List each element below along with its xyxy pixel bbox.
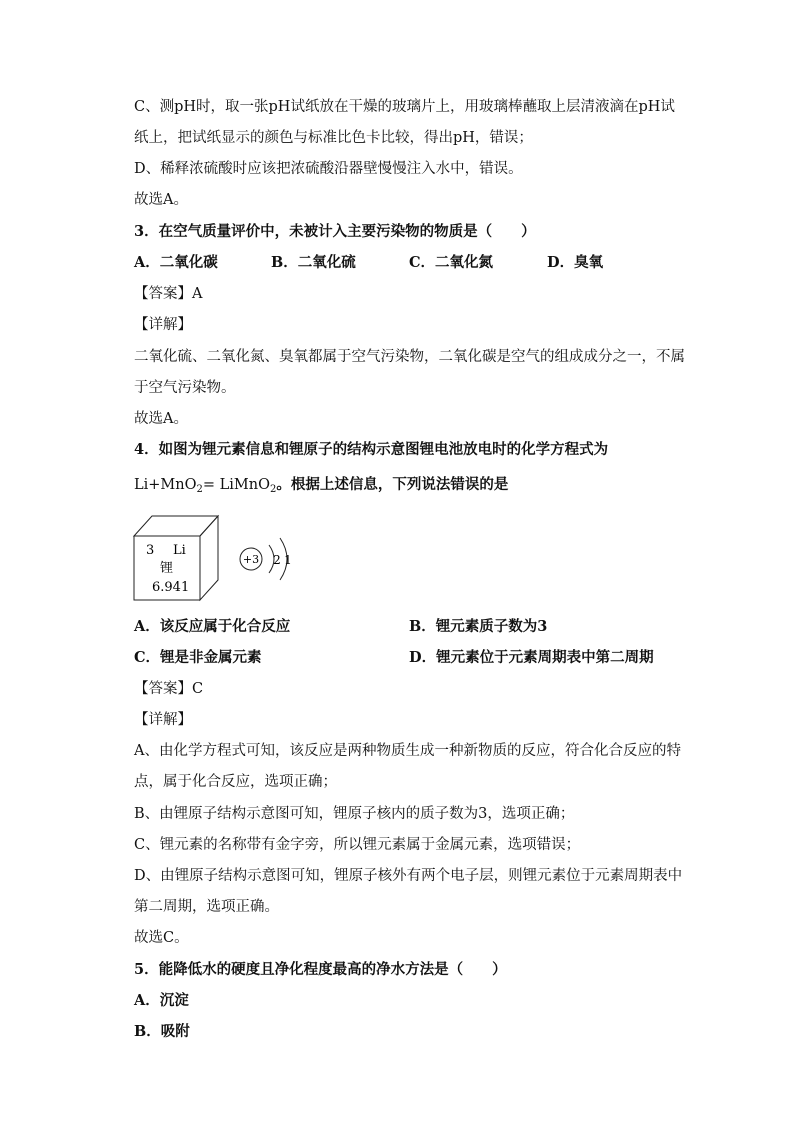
- detail-label: 【详解】: [134, 317, 192, 333]
- lithium-figure: [132, 512, 302, 604]
- element-symbol: Li: [173, 543, 186, 558]
- eq-subscript: 2: [269, 484, 277, 495]
- text-line: B、由锂原子结构示意图可知，锂原子核内的质子数为3，选项正确；: [134, 806, 575, 822]
- chemical-equation: [134, 475, 508, 500]
- question-4: 4．如图为锂元素信息和锂原子的结构示意图锂电池放电时的化学方程式为: [134, 441, 609, 458]
- option-d: D．臭氧: [547, 254, 604, 271]
- option-d: D．锂元素位于元素周期表中第二周期: [409, 649, 654, 666]
- option-c: C．锂是非金属元素: [134, 649, 262, 666]
- eq-subscript: 2: [196, 484, 203, 495]
- text-line: 二氧化硫、二氧化氮、臭氧都属于空气污染物，二氧化碳是空气的组成成分之一，不属: [134, 349, 685, 365]
- detail-label: 【详解】: [134, 712, 192, 728]
- text-line: D、由锂原子结构示意图可知，锂原子核外有两个电子层，则锂元素位于元素周期表中: [134, 868, 683, 884]
- option-a: A．二氧化碳: [134, 254, 218, 271]
- option-b: B．二氧化硫: [271, 254, 356, 271]
- text-line: 故选A。: [134, 192, 188, 208]
- option-c: C．二氧化氮: [409, 254, 494, 271]
- text-line: 故选C。: [134, 930, 189, 946]
- answer-label: 【答案】C: [134, 681, 204, 697]
- eq-tail: 。根据上述信息，下列说法错误的是: [276, 476, 509, 493]
- text-line: C、锂元素的名称带有金字旁，所以锂元素属于金属元素，选项错误；: [134, 837, 581, 853]
- text-line: D、稀释浓硫酸时应该把浓硫酸沿器壁慢慢注入水中，错误。: [134, 161, 523, 177]
- nucleus-charge: +3: [242, 553, 260, 566]
- option-b: B．锂元素质子数为3: [409, 618, 548, 635]
- option-b: B．吸附: [134, 1023, 190, 1040]
- text-line: 点，属于化合反应，选项正确；: [134, 774, 337, 790]
- text-line: 第二周期，选项正确。: [134, 899, 279, 915]
- eq-part: Li+MnO: [134, 477, 197, 493]
- question-3: 3．在空气质量评价中，未被计入主要污染物的物质是（ ）: [134, 223, 536, 240]
- question-5: 5．能降低水的硬度且净化程度最高的净水方法是（ ）: [134, 961, 507, 978]
- answer-label: 【答案】A: [134, 286, 203, 302]
- text-line: 纸上，把试纸显示的颜色与标准比色卡比较，得出pH，错误；: [134, 130, 533, 146]
- text-line: 于空气污染物。: [134, 380, 236, 396]
- shell-electrons: 1: [284, 553, 292, 567]
- atom-diagram: [240, 538, 292, 580]
- option-a: A．沉淀: [134, 992, 189, 1009]
- text-line: A、由化学方程式可知，该反应是两种物质生成一种新物质的反应，符合化合反应的特: [134, 743, 681, 759]
- eq-part: = LiMnO: [202, 477, 270, 493]
- shell-electrons: 2: [273, 553, 281, 567]
- text-line: 故选A。: [134, 411, 188, 427]
- element-name: 锂: [160, 561, 174, 576]
- option-a: A．该反应属于化合反应: [134, 618, 291, 635]
- atomic-number: 3: [146, 543, 155, 558]
- atomic-mass: 6.941: [152, 580, 190, 595]
- text-line: C、测pH时，取一张pH试纸放在干燥的玻璃片上，用玻璃棒蘸取上层清液滴在pH试: [134, 99, 675, 115]
